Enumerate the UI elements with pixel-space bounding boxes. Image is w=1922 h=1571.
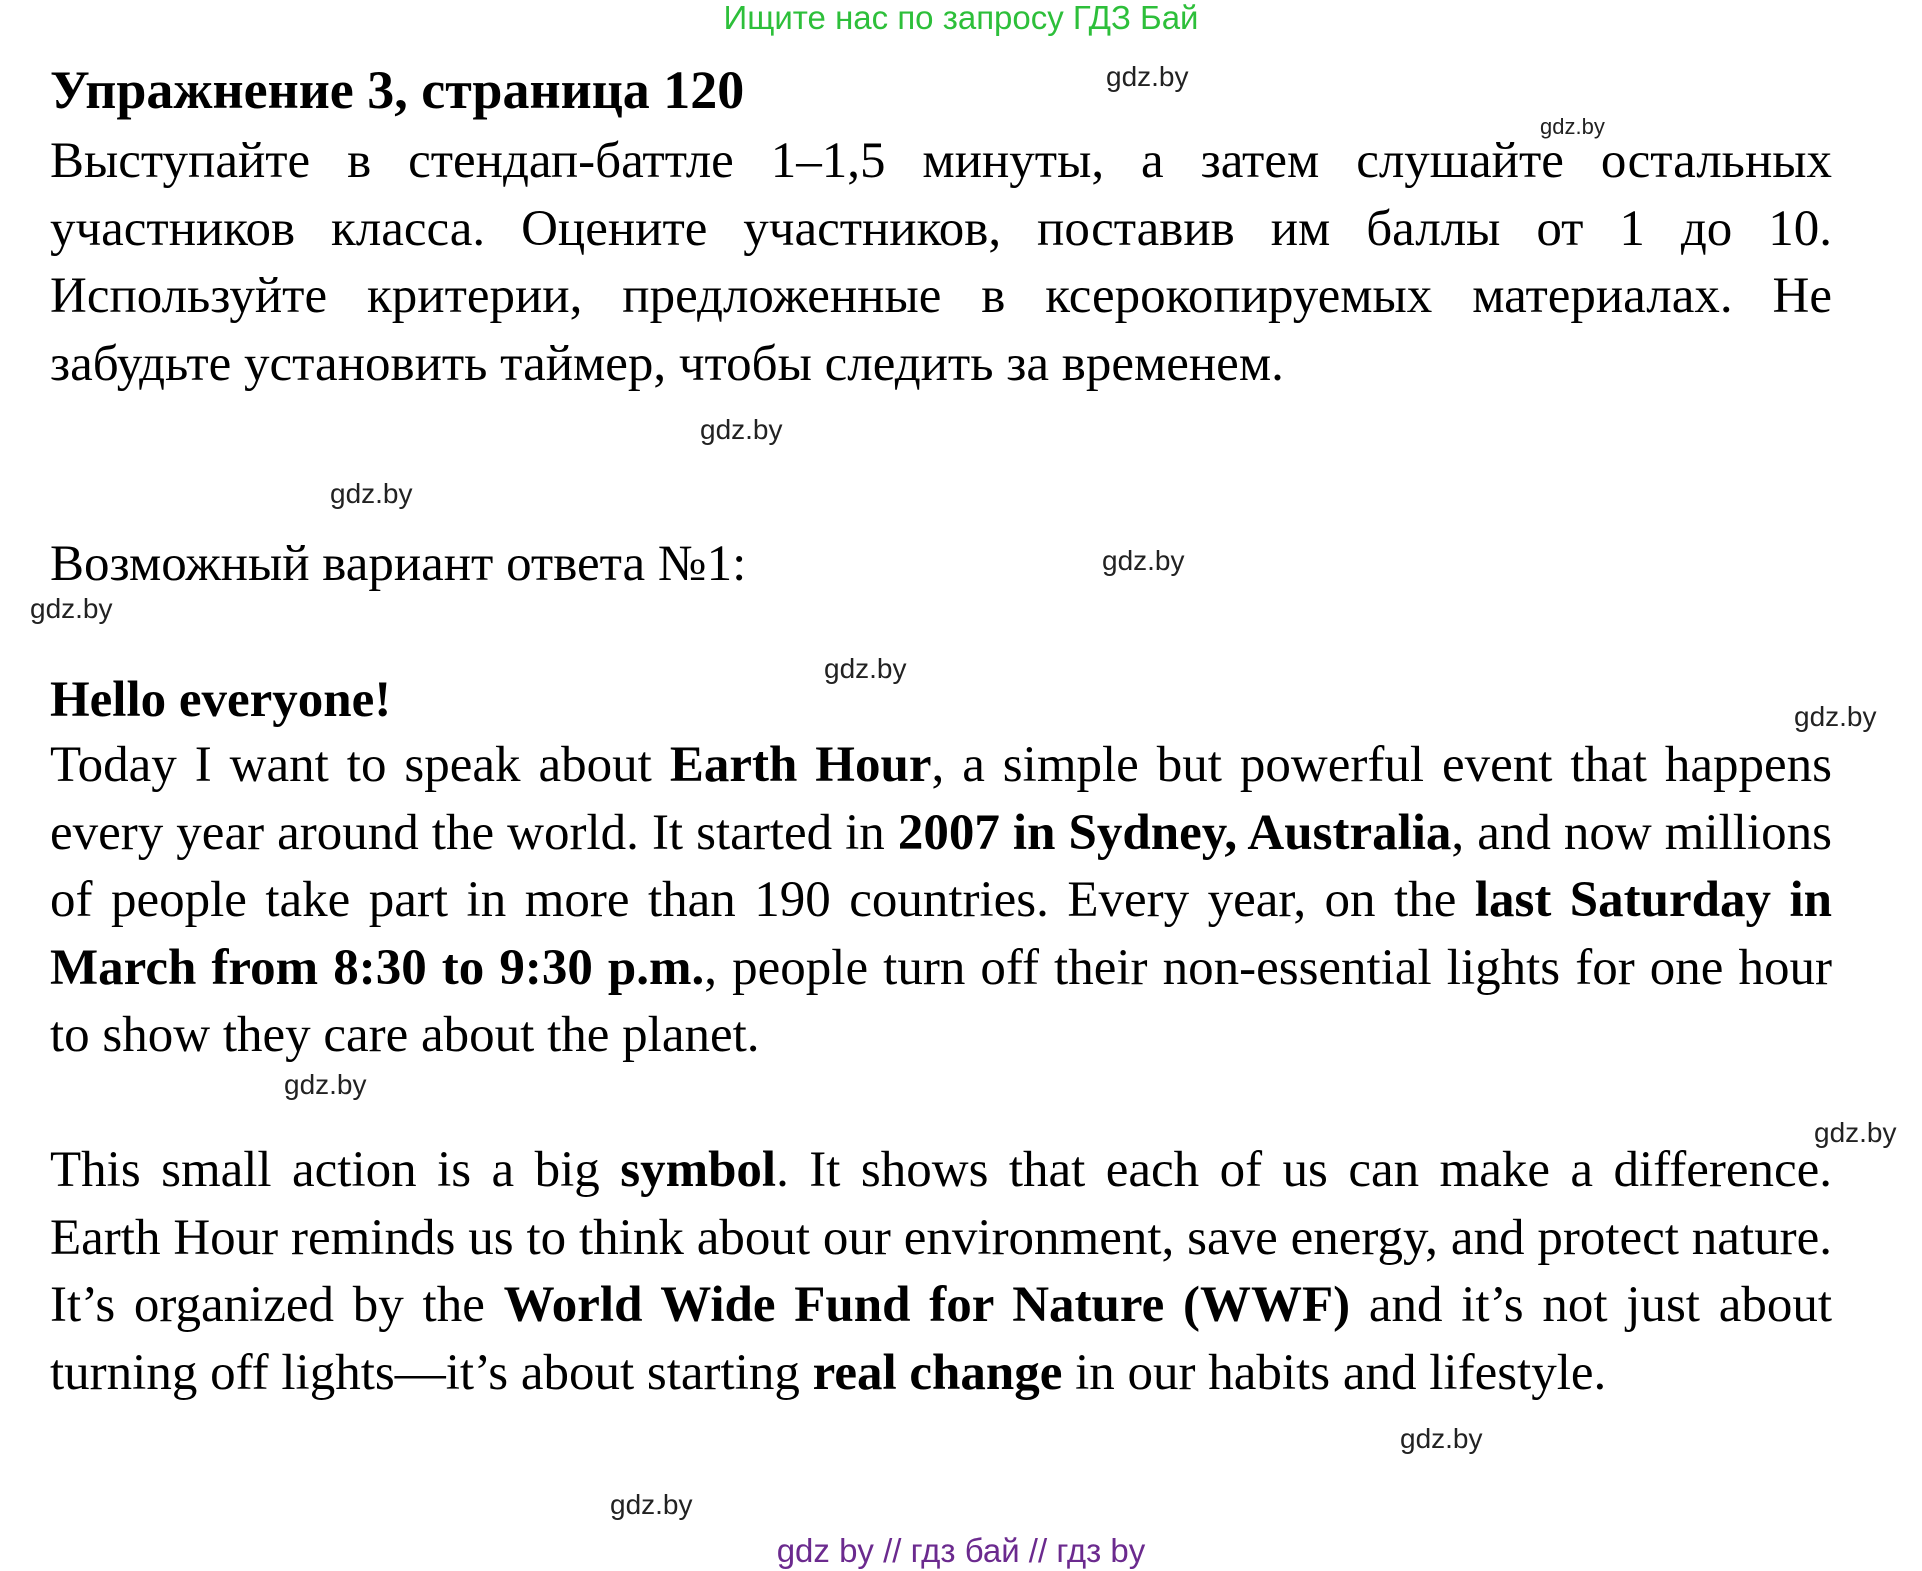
watermark: gdz.by bbox=[1106, 61, 1189, 92]
paragraph-text: , people turn off their non-essential lights for one hour to show they care about the planet. bbox=[50, 939, 1832, 1063]
answer-paragraph-1 bbox=[50, 732, 1832, 1070]
paragraph-text: , and now millions of people take part in more than 190 countries. Every year, on the bbox=[50, 804, 1832, 928]
watermark: gdz.by bbox=[330, 478, 413, 509]
paragraph-text: in our habits and lifestyle. bbox=[1062, 1344, 1607, 1401]
paragraph-text: This small action is a big bbox=[50, 1142, 621, 1198]
watermark: gdz.by bbox=[284, 1069, 367, 1100]
paragraph-text: , a simple but powerful event that happens every year around the world. It started in bbox=[50, 737, 1832, 861]
paragraph-text: and it’s not just about turning off lights—it’s about starting bbox=[50, 1277, 1833, 1401]
paragraph-text: . It shows that each of us can make a difference. Earth Hour reminds us to think about our environment, save energy, and protect nature. It’s organized by the bbox=[50, 1142, 1832, 1333]
bottom-banner: gdz by // гдз бай // гдз by bbox=[776, 1532, 1146, 1569]
bold-term: Earth Hour bbox=[669, 737, 932, 793]
bold-term: 2007 in Sydney, Australia bbox=[897, 804, 1452, 861]
answer-label: Возможный вариант ответа №1: bbox=[50, 536, 747, 592]
watermark: gdz.by bbox=[30, 593, 113, 624]
answer-greeting: Hello everyone! bbox=[50, 672, 392, 728]
bold-term: symbol bbox=[620, 1142, 777, 1198]
bold-term: World Wide Fund for Nature (WWF) bbox=[503, 1277, 1351, 1333]
bold-term: real change bbox=[812, 1344, 1063, 1401]
watermark: gdz.by bbox=[824, 653, 907, 684]
paragraph-text: Today I want to speak about bbox=[50, 737, 670, 793]
watermark: gdz.by bbox=[700, 414, 783, 445]
watermark: gdz.by bbox=[1540, 114, 1605, 139]
exercise-title: Упражнение 3, страница 120 bbox=[50, 60, 745, 120]
watermark: gdz.by bbox=[610, 1489, 693, 1520]
task-text: Выступайте в стендап-баттле 1–1,5 минуты, а затем слушайте остальных участников класса. Оцените участников, поставив им баллы от 1 до 10. Используйте критерии, предложенные в ксерокопируемых материалах. Не забудьте установить таймер, чтобы следить за временем. bbox=[50, 133, 1832, 392]
watermark: gdz.by bbox=[1794, 701, 1877, 732]
watermark: gdz.by bbox=[1102, 545, 1185, 576]
watermark: gdz.by bbox=[1814, 1117, 1897, 1148]
bold-term: last Saturday in March from 8:30 to 9:30 p.m. bbox=[50, 872, 1833, 996]
top-banner: Ищите нас по запросу ГДЗ Бай bbox=[723, 0, 1199, 36]
answer-paragraph-2 bbox=[50, 1137, 1832, 1407]
watermark: gdz.by bbox=[1400, 1423, 1483, 1454]
